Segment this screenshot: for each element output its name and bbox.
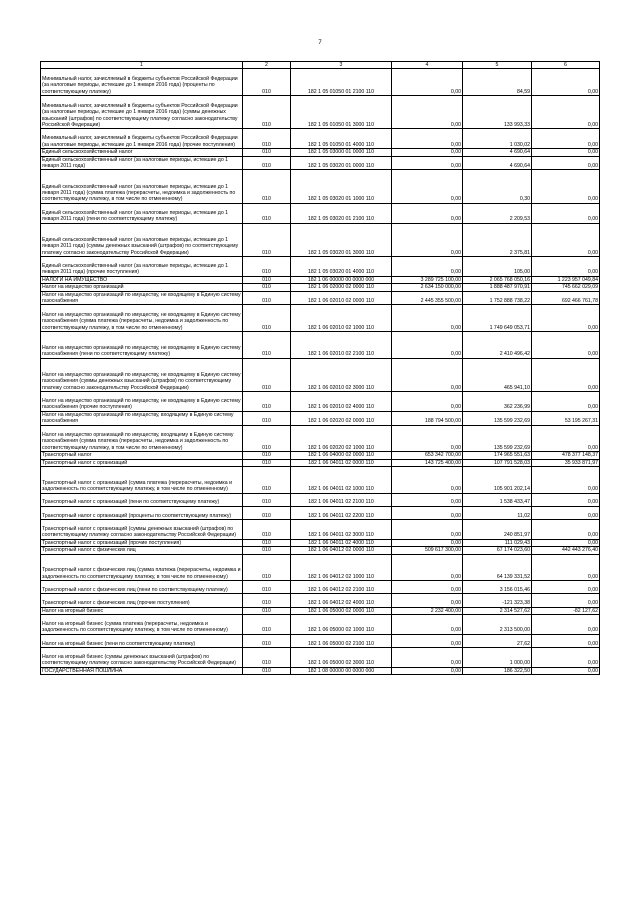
row-name-cell: Налог на имущество организаций по имуществу, не входящему в Единую систему газоснабжения (прочие поступления)	[41, 391, 243, 411]
column-header: 2	[243, 62, 291, 69]
row-kbk-cell: 182 1 05 03020 01 1000 110	[291, 170, 392, 203]
row-kbk-cell: 182 1 06 04011 02 1000 110	[291, 467, 392, 494]
row-fact-cell: 1 749 649 053,71	[463, 305, 532, 332]
row-rest-cell: 0,00	[532, 305, 600, 332]
table-row	[41, 69, 600, 96]
row-rest-cell: 0,00	[532, 332, 600, 359]
row-kbk-cell: 182 1 05 03020 01 2100 110	[291, 203, 392, 223]
row-name-cell: Транспортный налог с организаций (сумма платежа (перерасчеты, недоимка и задолженность по соответствующему платежу, в том числе по отмененному)	[41, 467, 243, 494]
row-code-cell: 010	[243, 96, 291, 129]
row-code-cell: 010	[243, 149, 291, 156]
row-code-cell: 010	[243, 459, 291, 466]
row-kbk-cell: 182 1 08 00000 00 0000 000	[291, 667, 392, 674]
row-plan-cell: 0,00	[392, 156, 463, 170]
row-code-cell: 010	[243, 607, 291, 614]
table-row	[41, 129, 600, 149]
row-name-cell: Транспортный налог с физических лиц (сумма платежа (перерасчеты, недоимка и задолженность по соответствующему платежу, в том числе по отмененному)	[41, 554, 243, 581]
row-plan-cell: 0,00	[392, 506, 463, 519]
row-fact-cell: 1 000,00	[463, 647, 532, 667]
row-name-cell: Налог на игорный бизнес (суммы денежных взысканий (штрафов) по соответствующему платежу согласно законодательству Российской Федерации)	[41, 647, 243, 667]
row-name-cell: Налог на имущество организаций по имуществу, не входящему в Единую систему газоснабжения (сумма платежа (перерасчеты, недоимка и задолженность по соответствующему платежу, в том числе по отмененному)	[41, 305, 243, 332]
row-plan-cell: 0,00	[392, 170, 463, 203]
row-plan-cell: 0,00	[392, 223, 463, 256]
row-plan-cell: 0,00	[392, 614, 463, 634]
table-row	[41, 411, 600, 425]
row-rest-cell: 745 662 029,09	[532, 284, 600, 291]
row-code-cell: 010	[243, 69, 291, 96]
row-code-cell: 010	[243, 467, 291, 494]
row-plan-cell: 0,00	[392, 425, 463, 452]
table-row	[41, 519, 600, 539]
row-rest-cell: 692 466 761,78	[532, 291, 600, 305]
row-kbk-cell: 182 1 06 05000 02 1000 110	[291, 614, 392, 634]
row-name-cell: Транспортный налог с физических лиц (прочие поступления)	[41, 594, 243, 607]
row-name-cell: Налог на игорный бизнес (пени по соответствующему платежу)	[41, 634, 243, 647]
row-plan-cell: 0,00	[392, 96, 463, 129]
row-fact-cell: 4 690,64	[463, 149, 532, 156]
row-rest-cell: 0,00	[532, 129, 600, 149]
row-name-cell: Единый сельскохозяйственный налог (за налоговые периоды, истекшие до 1 января 2011 года)	[41, 156, 243, 170]
row-kbk-cell: 182 1 06 04012 02 4000 110	[291, 594, 392, 607]
row-name-cell: Единый сельскохозяйственный налог (за налоговые периоды, истекшие до 1 января 2011 года) (суммы денежных взысканий (штрафов) по соответствующему платежу согласно законодательству Российской Федерации)	[41, 223, 243, 256]
row-plan-cell: 0,00	[392, 203, 463, 223]
table-row	[41, 452, 600, 459]
row-code-cell: 010	[243, 223, 291, 256]
table-row	[41, 358, 600, 391]
row-kbk-cell: 182 1 06 02020 02 1000 110	[291, 425, 392, 452]
row-kbk-cell: 182 1 06 04012 02 1000 110	[291, 554, 392, 581]
row-code-cell: 010	[243, 452, 291, 459]
row-fact-cell: 1 888 487 970,91	[463, 284, 532, 291]
row-fact-cell: 111 029,43	[463, 539, 532, 546]
row-name-cell: Налог на имущество организаций по имуществу, не входящему в Единую систему газоснабжения (пени по соответствующему платежу)	[41, 332, 243, 359]
row-rest-cell: 0,00	[532, 69, 600, 96]
row-kbk-cell: 182 1 06 00000 00 0000 000	[291, 276, 392, 283]
row-fact-cell: 174 965 551,63	[463, 452, 532, 459]
row-rest-cell: 0,00	[532, 581, 600, 594]
column-number-row	[41, 62, 600, 69]
row-kbk-cell: 182 1 06 02000 02 0000 110	[291, 284, 392, 291]
row-kbk-cell: 182 1 06 05000 02 3000 110	[291, 647, 392, 667]
table-row	[41, 594, 600, 607]
row-kbk-cell: 182 1 05 01050 01 4000 110	[291, 129, 392, 149]
table-row	[41, 547, 600, 554]
table-row	[41, 425, 600, 452]
row-plan-cell: 0,00	[392, 129, 463, 149]
row-rest-cell: 0,00	[532, 667, 600, 674]
row-name-cell: ГОСУДАРСТВЕННАЯ ПОШЛИНА	[41, 667, 243, 674]
row-kbk-cell: 182 1 06 05000 02 2100 110	[291, 634, 392, 647]
row-kbk-cell: 182 1 06 04011 02 2200 110	[291, 506, 392, 519]
row-fact-cell: 67 174 023,60	[463, 547, 532, 554]
table-row	[41, 291, 600, 305]
row-fact-cell: 3 156 015,46	[463, 581, 532, 594]
table-row	[41, 170, 600, 203]
row-rest-cell: 0,00	[532, 203, 600, 223]
row-kbk-cell: 182 1 05 03020 01 4000 110	[291, 256, 392, 276]
row-fact-cell: 2 209,53	[463, 203, 532, 223]
row-rest-cell: 0,00	[532, 256, 600, 276]
row-fact-cell: 2 314 527,62	[463, 607, 532, 614]
row-code-cell: 010	[243, 614, 291, 634]
table-row	[41, 667, 600, 674]
row-code-cell: 010	[243, 391, 291, 411]
row-rest-cell: 0,00	[532, 391, 600, 411]
row-rest-cell: -82 127,62	[532, 607, 600, 614]
row-name-cell: Транспортный налог с физических лиц	[41, 547, 243, 554]
row-plan-cell: 0,00	[392, 581, 463, 594]
row-name-cell: Минимальный налог, зачисляемый в бюджеты субъектов Российской Федерации (за налоговые периоды, истекшие до 1 января 2016 года) (суммы денежных взысканий (штрафов) по соответствующему платежу согласно законодательству Российской Федерации)	[41, 96, 243, 129]
row-fact-cell: 2 375,81	[463, 223, 532, 256]
row-fact-cell: 64 139 331,52	[463, 554, 532, 581]
row-code-cell: 010	[243, 332, 291, 359]
row-rest-cell: 0,00	[532, 96, 600, 129]
row-name-cell: Минимальный налог, зачисляемый в бюджеты субъектов Российской Федерации (за налоговые периоды, истекшие до 1 января 2016 года) (прочие поступления)	[41, 129, 243, 149]
table-row	[41, 96, 600, 129]
row-plan-cell: 509 617 300,00	[392, 547, 463, 554]
column-header: 1	[41, 62, 243, 69]
table-row	[41, 614, 600, 634]
row-plan-cell: 0,00	[392, 539, 463, 546]
table-row	[41, 391, 600, 411]
row-code-cell: 010	[243, 547, 291, 554]
row-plan-cell: 0,00	[392, 149, 463, 156]
row-plan-cell: 0,00	[392, 358, 463, 391]
row-kbk-cell: 182 1 06 05000 02 0000 110	[291, 607, 392, 614]
row-fact-cell: -121 323,38	[463, 594, 532, 607]
row-plan-cell: 188 794 500,00	[392, 411, 463, 425]
row-name-cell: Налог на имущество организаций по имуществу, входящему в Единую систему газоснабжения	[41, 411, 243, 425]
row-rest-cell: 0,00	[532, 425, 600, 452]
row-kbk-cell: 182 1 06 02020 02 0000 110	[291, 411, 392, 425]
row-code-cell: 010	[243, 411, 291, 425]
row-fact-cell: 1 538 433,47	[463, 493, 532, 506]
row-plan-cell: 0,00	[392, 554, 463, 581]
row-kbk-cell: 182 1 06 02010 02 1000 110	[291, 305, 392, 332]
row-rest-cell: 1 223 957 049,84	[532, 276, 600, 283]
row-kbk-cell: 182 1 06 04000 02 0000 110	[291, 452, 392, 459]
row-plan-cell: 0,00	[392, 69, 463, 96]
row-code-cell: 010	[243, 519, 291, 539]
row-fact-cell: 27,62	[463, 634, 532, 647]
row-code-cell: 010	[243, 256, 291, 276]
column-header: 5	[463, 62, 532, 69]
row-plan-cell: 0,00	[392, 519, 463, 539]
row-name-cell: Налог на игорный бизнес	[41, 607, 243, 614]
row-fact-cell: 4 690,64	[463, 156, 532, 170]
row-code-cell: 010	[243, 276, 291, 283]
row-plan-cell: 2 445 355 500,00	[392, 291, 463, 305]
row-plan-cell: 0,00	[392, 332, 463, 359]
row-rest-cell: 478 377 148,37	[532, 452, 600, 459]
row-code-cell: 010	[243, 493, 291, 506]
table-row	[41, 506, 600, 519]
row-kbk-cell: 182 1 06 04012 02 2100 110	[291, 581, 392, 594]
table-row	[41, 459, 600, 466]
row-code-cell: 010	[243, 203, 291, 223]
row-name-cell: Единый сельскохозяйственный налог	[41, 149, 243, 156]
row-code-cell: 010	[243, 170, 291, 203]
revenue-table	[40, 61, 600, 675]
row-plan-cell: 653 342 700,00	[392, 452, 463, 459]
row-plan-cell: 2 634 150 000,00	[392, 284, 463, 291]
row-rest-cell: 0,00	[532, 594, 600, 607]
row-rest-cell: 35 933 871,97	[532, 459, 600, 466]
row-plan-cell: 3 289 725 100,00	[392, 276, 463, 283]
row-rest-cell: 0,00	[532, 647, 600, 667]
column-header: 4	[392, 62, 463, 69]
row-rest-cell: 0,00	[532, 614, 600, 634]
row-fact-cell: 2 065 768 050,16	[463, 276, 532, 283]
row-plan-cell: 0,00	[392, 391, 463, 411]
row-rest-cell: 0,00	[532, 149, 600, 156]
table-row	[41, 581, 600, 594]
row-fact-cell: 186 322,50	[463, 667, 532, 674]
table-row	[41, 305, 600, 332]
row-code-cell: 010	[243, 581, 291, 594]
row-kbk-cell: 182 1 06 02010 02 3000 110	[291, 358, 392, 391]
row-name-cell: Налог на игорный бизнес (сумма платежа (перерасчеты, недоимка и задолженность по соответствующему платежу, в том числе по отмененному)	[41, 614, 243, 634]
row-fact-cell: 1 752 888 738,22	[463, 291, 532, 305]
row-code-cell: 010	[243, 594, 291, 607]
table-row	[41, 332, 600, 359]
row-fact-cell: 0,30	[463, 170, 532, 203]
row-rest-cell: 0,00	[532, 358, 600, 391]
row-kbk-cell: 182 1 05 03020 01 3000 110	[291, 223, 392, 256]
row-code-cell: 010	[243, 667, 291, 674]
row-rest-cell: 0,00	[532, 170, 600, 203]
row-plan-cell: 0,00	[392, 667, 463, 674]
table-row	[41, 539, 600, 546]
row-code-cell: 010	[243, 647, 291, 667]
row-fact-cell: 362 236,99	[463, 391, 532, 411]
table-row	[41, 203, 600, 223]
row-name-cell: Транспортный налог с организаций (прочие поступления)	[41, 539, 243, 546]
page-number: 7	[318, 40, 322, 46]
row-plan-cell: 0,00	[392, 634, 463, 647]
row-code-cell: 010	[243, 291, 291, 305]
column-header: 3	[291, 62, 392, 69]
row-fact-cell: 2 410 496,42	[463, 332, 532, 359]
row-rest-cell: 0,00	[532, 467, 600, 494]
row-fact-cell: 135 599 232,69	[463, 411, 532, 425]
row-kbk-cell: 182 1 06 04011 02 3000 110	[291, 519, 392, 539]
row-plan-cell: 0,00	[392, 256, 463, 276]
row-rest-cell: 0,00	[532, 506, 600, 519]
table-row	[41, 156, 600, 170]
table-row	[41, 467, 600, 494]
table-row	[41, 256, 600, 276]
row-name-cell: НАЛОГИ НА ИМУЩЕСТВО	[41, 276, 243, 283]
row-kbk-cell: 182 1 06 04011 02 0000 110	[291, 459, 392, 466]
row-rest-cell: 0,00	[532, 156, 600, 170]
row-name-cell: Минимальный налог, зачисляемый в бюджеты субъектов Российской Федерации (за налоговые периоды, истекшие до 1 января 2016 года) (проценты по соответствующему платежу)	[41, 69, 243, 96]
row-name-cell: Транспортный налог	[41, 452, 243, 459]
row-plan-cell: 2 232 400,00	[392, 607, 463, 614]
row-rest-cell: 0,00	[532, 519, 600, 539]
row-rest-cell: 53 195 267,31	[532, 411, 600, 425]
row-name-cell: Транспортный налог с организаций (пени по соответствующему платежу)	[41, 493, 243, 506]
row-kbk-cell: 182 1 06 02010 02 0000 110	[291, 291, 392, 305]
row-plan-cell: 0,00	[392, 594, 463, 607]
row-kbk-cell: 182 1 05 03020 01 0000 110	[291, 156, 392, 170]
row-fact-cell: 135 599 232,69	[463, 425, 532, 452]
row-code-cell: 010	[243, 634, 291, 647]
row-rest-cell: 0,00	[532, 634, 600, 647]
table-row	[41, 493, 600, 506]
row-code-cell: 010	[243, 425, 291, 452]
row-fact-cell: 465 941,10	[463, 358, 532, 391]
row-name-cell: Налог на имущество организаций по имуществу, входящему в Единую систему газоснабжения (сумма платежа (перерасчеты, недоимка и задолженность по соответствующему платежу, в том числе по отмененному)	[41, 425, 243, 452]
row-kbk-cell: 182 1 05 01050 01 2100 110	[291, 69, 392, 96]
row-code-cell: 010	[243, 284, 291, 291]
row-rest-cell: 0,00	[532, 493, 600, 506]
row-plan-cell: 0,00	[392, 493, 463, 506]
row-kbk-cell: 182 1 06 02010 02 2100 110	[291, 332, 392, 359]
row-plan-cell: 0,00	[392, 467, 463, 494]
table-row	[41, 634, 600, 647]
row-name-cell: Налог на имущество организаций по имуществу, не входящему в Единую систему газоснабжения (суммы денежных взысканий (штрафов) по соответствующему платежу согласно законодательству Российской Федерации)	[41, 358, 243, 391]
row-code-cell: 010	[243, 156, 291, 170]
row-code-cell: 010	[243, 358, 291, 391]
row-fact-cell: 240 851,97	[463, 519, 532, 539]
table-row	[41, 554, 600, 581]
row-fact-cell: 105 901 202,14	[463, 467, 532, 494]
table-row	[41, 607, 600, 614]
table-row	[41, 223, 600, 256]
row-kbk-cell: 182 1 05 01050 01 3000 110	[291, 96, 392, 129]
row-plan-cell: 0,00	[392, 647, 463, 667]
row-name-cell: Транспортный налог с организаций (проценты по соответствующему платежу)	[41, 506, 243, 519]
row-name-cell: Транспортный налог с физических лиц (пени по соответствующему платежу)	[41, 581, 243, 594]
row-plan-cell: 143 725 400,00	[392, 459, 463, 466]
row-kbk-cell: 182 1 06 04011 02 2100 110	[291, 493, 392, 506]
row-code-cell: 010	[243, 129, 291, 149]
row-name-cell: Транспортный налог с организаций (суммы денежных взысканий (штрафов) по соответствующему платежу согласно законодательству Российской Федерации)	[41, 519, 243, 539]
row-rest-cell: 442 443 276,40	[532, 547, 600, 554]
row-name-cell: Налог на имущество организаций	[41, 284, 243, 291]
row-code-cell: 010	[243, 554, 291, 581]
row-kbk-cell: 182 1 05 03000 01 0000 110	[291, 149, 392, 156]
row-fact-cell: 2 313 500,00	[463, 614, 532, 634]
row-fact-cell: 1 030,02	[463, 129, 532, 149]
table-row	[41, 276, 600, 283]
row-fact-cell: 133 993,33	[463, 96, 532, 129]
table-row	[41, 284, 600, 291]
row-plan-cell: 0,00	[392, 305, 463, 332]
row-rest-cell: 0,00	[532, 223, 600, 256]
row-rest-cell: 0,00	[532, 554, 600, 581]
row-code-cell: 010	[243, 305, 291, 332]
row-name-cell: Единый сельскохозяйственный налог (за налоговые периоды, истекшие до 1 января 2011 года) (пени по соответствующему платежу)	[41, 203, 243, 223]
row-name-cell: Транспортный налог с организаций	[41, 459, 243, 466]
row-fact-cell: 84,59	[463, 69, 532, 96]
row-kbk-cell: 182 1 06 04012 02 0000 110	[291, 547, 392, 554]
row-name-cell: Налог на имущество организаций по имуществу, не входящему в Единую систему газоснабжения	[42, 291, 241, 304]
row-fact-cell: 11,02	[463, 506, 532, 519]
row-rest-cell: 0,00	[532, 539, 600, 546]
table-row	[41, 647, 600, 667]
row-kbk-cell: 182 1 06 04011 02 4000 110	[291, 539, 392, 546]
row-fact-cell: 105,00	[463, 256, 532, 276]
row-name-cell: Единый сельскохозяйственный налог (за налоговые периоды, истекшие до 1 января 2011 года) (прочие поступления)	[41, 256, 243, 276]
row-kbk-cell: 182 1 06 02010 02 4000 110	[291, 391, 392, 411]
column-header: 6	[532, 62, 600, 69]
row-code-cell: 010	[243, 506, 291, 519]
row-code-cell: 010	[243, 539, 291, 546]
row-fact-cell: 107 791 528,03	[463, 459, 532, 466]
row-name-cell: Единый сельскохозяйственный налог (за налоговые периоды, истекшие до 1 января 2011 года) (сумма платежа (перерасчеты, недоимка и задолженность по соответствующему платежу, в том числе по отмененному)	[41, 170, 243, 203]
table-row	[41, 149, 600, 156]
